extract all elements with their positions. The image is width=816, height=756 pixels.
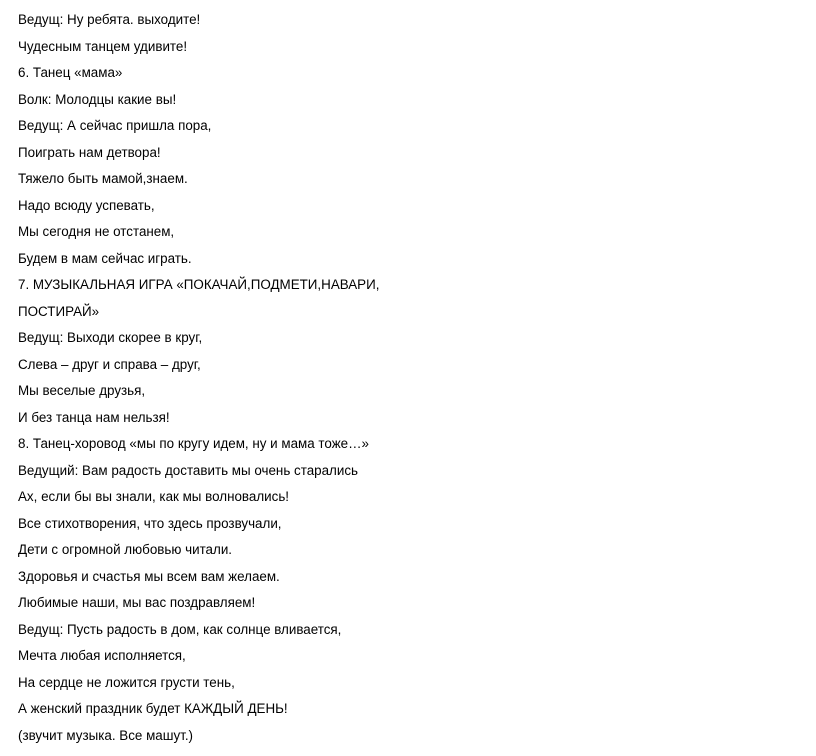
text-line: А женский праздник будет КАЖДЫЙ ДЕНЬ! — [18, 701, 288, 716]
section-heading: 7. МУЗЫКАЛЬНАЯ ИГРА «ПОКАЧАЙ,ПОДМЕТИ,НАВАРИ, — [18, 277, 380, 292]
text-line: Дети с огромной любовью читали. — [18, 542, 233, 557]
text-line: Слева – друг и справа – друг, — [18, 356, 201, 372]
text-line: Надо всюду успевать, — [18, 197, 155, 213]
text-line: Ведущ: Ну ребята. выходите! — [18, 12, 201, 27]
text-line: Будем в мам сейчас играть. — [18, 250, 192, 266]
text-line: Мы сегодня не отстанем, — [18, 224, 175, 239]
text-line: Поиграть нам детвора! — [18, 144, 161, 160]
text-line: Ведущ: Выходи скорее в круг, — [18, 330, 203, 345]
text-line: На сердце не ложится грусти тень, — [18, 674, 235, 690]
text-line: Ведущ: Пусть радость в дом, как солнце вливается, — [18, 621, 342, 637]
section-heading: 8. Танец-хоровод «мы по кругу идем, ну и мама тоже…» — [18, 436, 369, 451]
text-line: Мы веселые друзья, — [18, 383, 146, 398]
stage-direction: (звучит музыка. Все машут.) — [18, 727, 193, 743]
text-line: Чудесным танцем удивите! — [18, 38, 188, 54]
text-line: Любимые наши, мы вас поздравляем! — [18, 595, 256, 610]
text-line: Тяжело быть мамой,знаем. — [18, 171, 188, 186]
text-line: Все стихотворения, что здесь прозвучали, — [18, 515, 282, 531]
text-line: И без танца нам нельзя! — [18, 409, 170, 425]
text-line: Здоровья и счастья мы всем вам желаем. — [18, 568, 280, 584]
text-line: Волк: Молодцы какие вы! — [18, 91, 177, 107]
text-line: Ведущий: Вам радость доставить мы очень старались — [18, 462, 359, 478]
section-heading-continued: ПОСТИРАЙ» — [18, 303, 100, 319]
text-line: Мечта любая исполняется, — [18, 648, 186, 663]
section-heading: 6. Танец «мама» — [18, 65, 123, 80]
text-line: Ах, если бы вы знали, как мы волновались! — [18, 489, 290, 504]
text-line: Ведущ: А сейчас пришла пора, — [18, 118, 212, 133]
document-page — [18, 7, 798, 749]
